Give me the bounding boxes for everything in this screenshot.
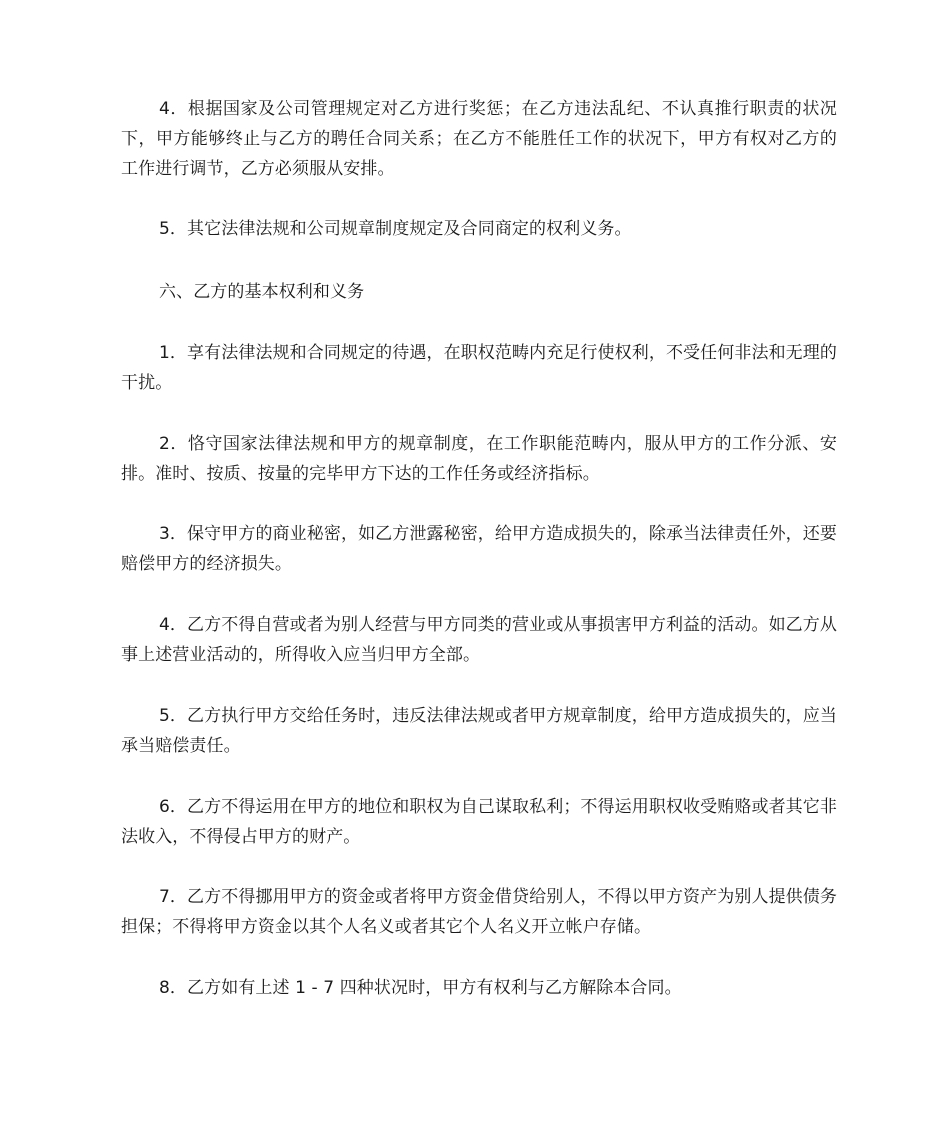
paragraph-employee-item-1: 1．享有法律法规和合同规定的待遇，在职权范畴内充足行使权利，不受任何非法和无理的干扰。	[121, 343, 837, 393]
paragraph-employee-item-4: 4．乙方不得自营或者为别人经营与甲方同类的营业或从事损害甲方利益的活动。如乙方从事上述营业活动的，所得收入应当归甲方全部。	[121, 615, 837, 665]
paragraph-employer-item-4: 4．根据国家及公司管理规定对乙方进行奖惩；在乙方违法乱纪、不认真推行职责的状况下，甲方能够终止与乙方的聘任合同关系；在乙方不能胜任工作的状况下，甲方有权对乙方的工作进行调节，乙方必须服从安排。	[121, 99, 837, 179]
paragraph-employee-item-2: 2．恪守国家法律法规和甲方的规章制度，在工作职能范畴内，服从甲方的工作分派、安排。准时、按质、按量的完毕甲方下达的工作任务或经济指标。	[121, 434, 837, 484]
paragraph-employee-item-5: 5．乙方执行甲方交给任务时，违反法律法规或者甲方规章制度，给甲方造成损失的，应当承当赔偿责任。	[121, 706, 837, 756]
paragraph-employer-item-5: 5．其它法律法规和公司规章制度规定及合同商定的权利义务。	[159, 219, 632, 239]
paragraph-employee-item-8: 8．乙方如有上述 1 - 7 四种状况时，甲方有权利与乙方解除本合同。	[159, 978, 682, 998]
paragraph-employee-item-3: 3．保守甲方的商业秘密，如乙方泄露秘密，给甲方造成损失的，除承当法律责任外，还要赔偿甲方的经济损失。	[121, 524, 837, 574]
paragraph-employee-item-6: 6．乙方不得运用在甲方的地位和职权为自己谋取私利；不得运用职权收受贿赂或者其它非法收入，不得侵占甲方的财产。	[121, 797, 837, 847]
paragraph-employee-item-7: 7．乙方不得挪用甲方的资金或者将甲方资金借贷给别人，不得以甲方资产为别人提供债务担保；不得将甲方资金以其个人名义或者其它个人名义开立帐户存储。	[121, 887, 837, 937]
section-heading-6: 六、乙方的基本权利和义务	[159, 282, 365, 302]
